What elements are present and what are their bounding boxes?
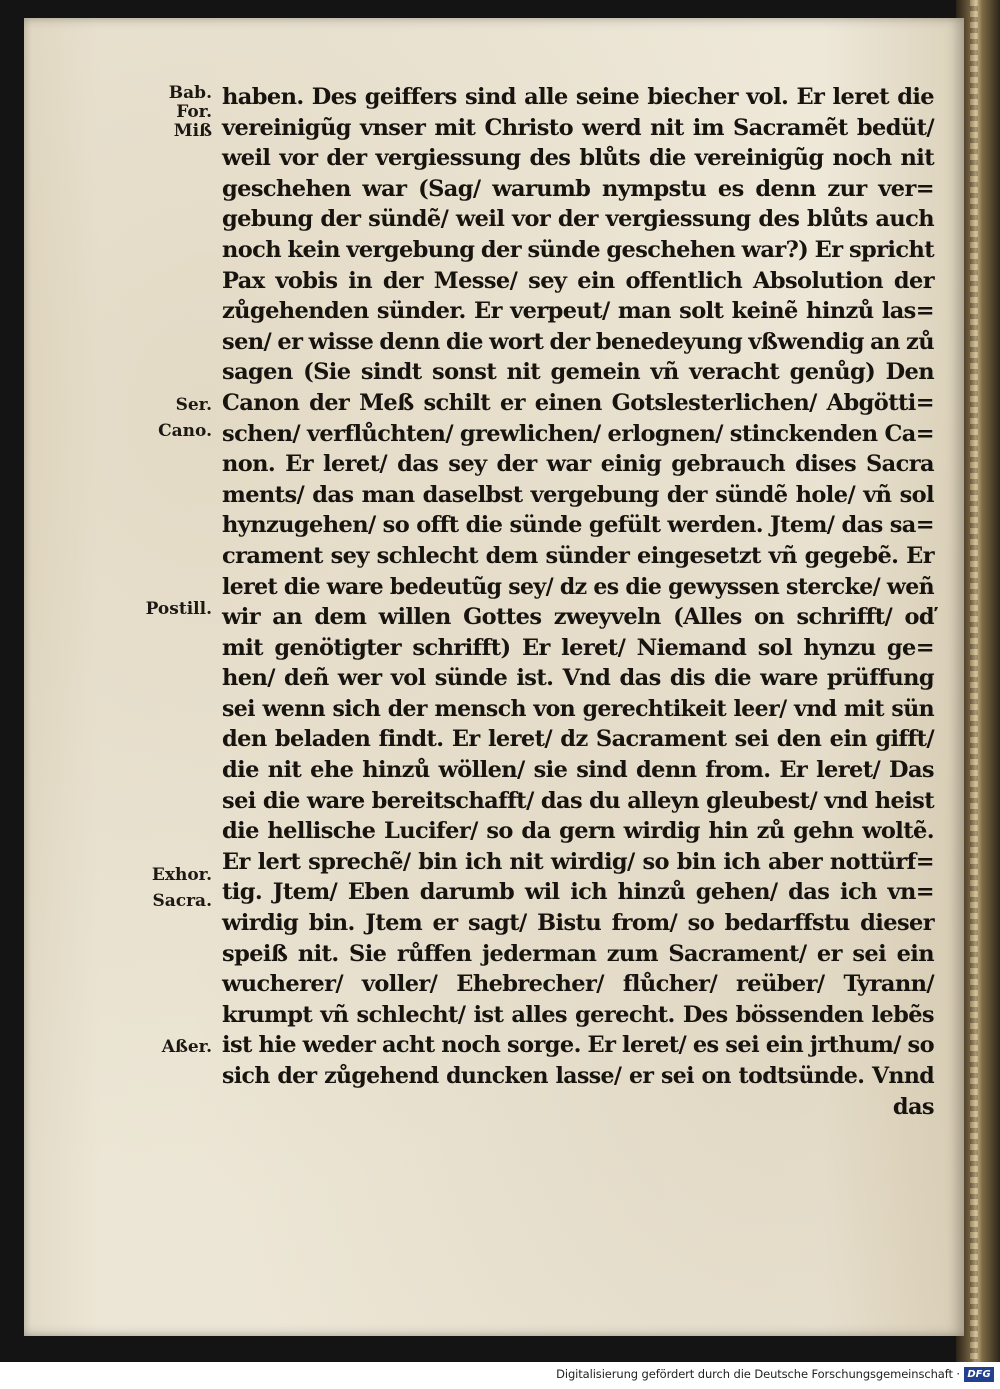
text-line: hen/ deñ wer vol sünde ist. Vnd das dis die ware prüffung bbox=[222, 665, 934, 692]
text-line: mit genötigter schrifft) Er leret/ Niemand sol hynzu ge= bbox=[222, 634, 934, 661]
dfg-logo-icon: DFG bbox=[964, 1367, 994, 1382]
text-line: crament sey schlecht dem sünder eingesetzt vñ gegebẽ. Er bbox=[222, 542, 934, 569]
margin-note-bab: Bab. bbox=[168, 83, 212, 103]
text-line: wirdig bin. Jtem er sagt/ Bistu from/ so bedarffstu dieser bbox=[222, 910, 934, 937]
text-line: speiß nit. Sie růffen jederman zum Sacrament/ er sei ein bbox=[222, 940, 934, 967]
footer-bar bbox=[0, 1362, 1000, 1389]
margin-note-asser: Aßer. bbox=[161, 1037, 212, 1057]
text-line: weil vor der vergiessung des blůts die vereinigũg noch nit bbox=[222, 145, 934, 172]
text-line: wir an dem willen Gottes zweyveln (Alles on schrifft/ oď bbox=[222, 604, 934, 631]
margin-note-cano: Cano. bbox=[158, 421, 212, 441]
text-line: haben. Des geiffers sind alle seine biecher vol. Er leret die bbox=[222, 84, 934, 110]
text-line: noch kein vergebung der sünde geschehen war?) Er spricht bbox=[222, 236, 934, 263]
text-line: krumpt vñ schlecht/ ist alles gerecht. Des bössenden lebẽs bbox=[222, 1001, 934, 1028]
text-line: sei die ware bereitschafft/ das du alleyn gleubest/ vnd heist bbox=[222, 787, 934, 814]
text-line: tig. Jtem/ Eben darumb wil ich hinzů gehen/ das ich vn= bbox=[222, 879, 934, 906]
catchword: das bbox=[892, 1093, 934, 1120]
text-line: schen/ verflůchten/ grewlichen/ erlognen/ stinckenden Ca= bbox=[222, 420, 934, 447]
text-line: Pax vobis in der Messe/ sey ein offentlich Absolution der bbox=[222, 267, 934, 294]
text-line: sagen (Sie sindt sonst nit gemein vñ veracht genůg) Den bbox=[222, 359, 934, 386]
funding-notice: Digitalisierung gefördert durch die Deutsche Forschungsgemeinschaft · bbox=[556, 1367, 960, 1381]
text-line: leret die ware bedeutũg sey/ dz es die gewyssen stercke/ weñ bbox=[222, 573, 934, 600]
text-line: den beladen findt. Er leret/ dz Sacrament sei den ein gifft/ bbox=[222, 726, 934, 753]
text-line: sei wenn sich der mensch von gerechtikeit leer/ vnd mit sün bbox=[222, 695, 934, 722]
text-line: wucherer/ voller/ Ehebrecher/ flůcher/ reüber/ Tyrann/ bbox=[222, 971, 934, 998]
text-line: sich der zůgehend duncken lasse/ er sei on todtsünde. Vnnd bbox=[222, 1063, 934, 1089]
text-line: Er lert sprechẽ/ bin ich nit wirdig/ so bin ich aber nottürf= bbox=[222, 848, 934, 875]
text-line: geschehen war (Sag/ warumb nympstu es denn zur ver= bbox=[222, 175, 934, 202]
text-line: die nit ehe hinzů wöllen/ sie sind denn from. Er leret/ Das bbox=[222, 757, 934, 784]
margin-note-for: For. bbox=[176, 102, 212, 122]
margin-note-exhor: Exhor. bbox=[151, 865, 212, 885]
text-line: non. Er leret/ das sey der war einig gebrauch dises Sacra bbox=[222, 451, 934, 478]
margin-note-postill: Postill. bbox=[145, 599, 212, 619]
text-line: ist hie weder acht noch sorge. Er leret/ es sei ein jrthum/ so bbox=[222, 1032, 934, 1059]
text-line: ments/ das man daselbst vergebung der sündẽ hole/ vñ sol bbox=[222, 481, 934, 508]
text-line: zůgehenden sünder. Er verpeut/ man solt keinẽ hinzů las= bbox=[222, 298, 934, 325]
margin-note-miss: Miß bbox=[173, 121, 212, 141]
text-line: sen/ er wisse denn die wort der benedeyung vßwendig an zů bbox=[222, 328, 934, 355]
text-line: vereinigũg vnser mit Christo werd nit im Sacramẽt bedüt/ bbox=[222, 114, 934, 141]
text-line: Canon der Meß schilt er einen Gotslesterlichen/ Abgötti= bbox=[222, 389, 934, 416]
text-line: gebung der sündẽ/ weil vor der vergiessung des blůts auch bbox=[222, 206, 934, 233]
margin-note-ser: Ser. bbox=[175, 395, 212, 415]
text-line: die hellische Lucifer/ so da gern wirdig hin zů gehn woltẽ. bbox=[222, 818, 934, 845]
text-line: hynzugehen/ so offt die sünde gefült werden. Jtem/ das sa= bbox=[222, 512, 934, 539]
body-text bbox=[222, 82, 934, 1122]
margin-note-sacra: Sacra. bbox=[152, 891, 212, 911]
